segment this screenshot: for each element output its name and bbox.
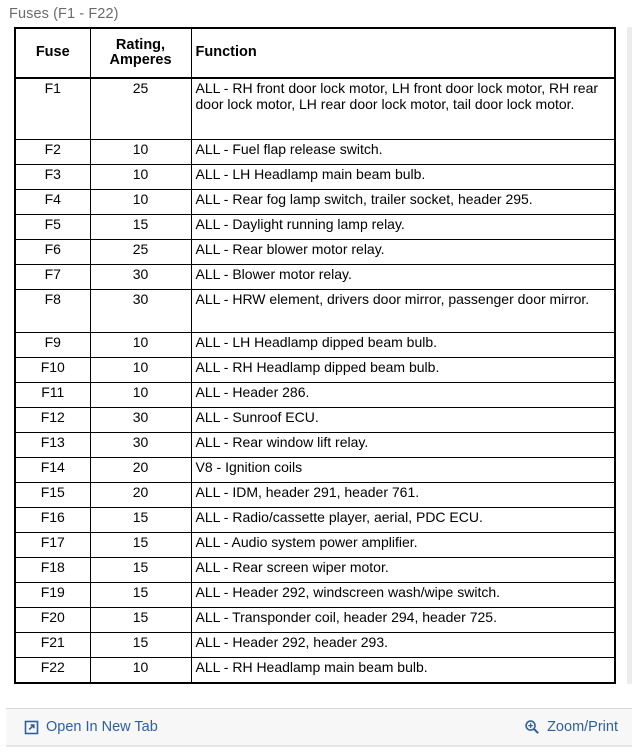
cell-fuse: F8	[15, 290, 90, 333]
cell-function: ALL - Blower motor relay.	[191, 265, 615, 290]
rating-header-line2: Amperes	[109, 52, 172, 68]
cell-fuse: F21	[15, 633, 90, 658]
cell-fuse: F3	[15, 165, 90, 190]
table-row	[15, 508, 615, 533]
cell-rating: 15	[90, 533, 191, 558]
cell-fuse: F18	[15, 558, 90, 583]
cell-rating: 10	[90, 333, 191, 358]
rating-header-line1: Rating,	[115, 36, 166, 53]
cell-fuse: F7	[15, 265, 90, 290]
zoom-print-label: Zoom/Print	[547, 719, 618, 735]
cell-function: ALL - HRW element, drivers door mirror, passenger door mirror.	[191, 290, 615, 333]
table-row	[15, 383, 615, 408]
cell-fuse: F20	[15, 608, 90, 633]
cell-function: ALL - Audio system power amplifier.	[191, 533, 615, 558]
cell-rating: 15	[90, 508, 191, 533]
open-in-new-tab-label: Open In New Tab	[46, 719, 158, 735]
table-row	[15, 558, 615, 583]
table-row	[15, 358, 615, 383]
cell-function: ALL - IDM, header 291, header 761.	[191, 483, 615, 508]
table-row	[15, 140, 615, 165]
cell-fuse: F16	[15, 508, 90, 533]
cell-rating: 20	[90, 483, 191, 508]
cell-function: ALL - Rear blower motor relay.	[191, 240, 615, 265]
cell-rating: 10	[90, 358, 191, 383]
fuse-table	[14, 27, 616, 684]
cell-rating: 10	[90, 190, 191, 215]
cell-rating: 15	[90, 558, 191, 583]
table-header-row	[15, 28, 615, 78]
table-row	[15, 165, 615, 190]
table-row	[15, 533, 615, 558]
cell-rating: 30	[90, 433, 191, 458]
cell-rating: 30	[90, 290, 191, 333]
cell-rating: 30	[90, 265, 191, 290]
table-row	[15, 333, 615, 358]
table-row	[15, 583, 615, 608]
cell-fuse: F12	[15, 408, 90, 433]
cell-fuse: F1	[15, 78, 90, 140]
cell-function: ALL - RH Headlamp dipped beam bulb.	[191, 358, 615, 383]
cell-fuse: F10	[15, 358, 90, 383]
table-row	[15, 633, 615, 658]
fuse-table-body	[15, 78, 615, 683]
cell-rating: 10	[90, 658, 191, 684]
table-row	[15, 483, 615, 508]
external-link-icon	[24, 720, 39, 735]
cell-rating: 15	[90, 583, 191, 608]
cell-rating: 10	[90, 140, 191, 165]
table-row	[15, 78, 615, 140]
cell-function: ALL - LH Headlamp main beam bulb.	[191, 165, 615, 190]
cell-function: ALL - Header 292, header 293.	[191, 633, 615, 658]
zoom-print-link[interactable]	[524, 719, 618, 735]
table-row	[15, 240, 615, 265]
cell-fuse: F13	[15, 433, 90, 458]
cell-fuse: F9	[15, 333, 90, 358]
fuse-table-image	[6, 27, 632, 684]
open-in-new-tab-link[interactable]	[24, 719, 158, 735]
cell-function: ALL - RH Headlamp main beam bulb.	[191, 658, 615, 684]
cell-function: ALL - Rear window lift relay.	[191, 433, 615, 458]
cell-function: ALL - Header 286.	[191, 383, 615, 408]
cell-fuse: F5	[15, 215, 90, 240]
table-row	[15, 658, 615, 684]
cell-rating: 15	[90, 633, 191, 658]
table-row	[15, 190, 615, 215]
cell-rating: 10	[90, 165, 191, 190]
cell-rating: 10	[90, 383, 191, 408]
table-row	[15, 608, 615, 633]
column-header-rating	[90, 28, 191, 78]
cell-function: ALL - Sunroof ECU.	[191, 408, 615, 433]
table-row	[15, 215, 615, 240]
cell-function: ALL - Rear screen wiper motor.	[191, 558, 615, 583]
column-header-function: Function	[191, 28, 615, 78]
cell-function: ALL - Rear fog lamp switch, trailer socket, header 295.	[191, 190, 615, 215]
table-row	[15, 408, 615, 433]
table-row	[15, 265, 615, 290]
cell-rating: 15	[90, 608, 191, 633]
cell-fuse: F14	[15, 458, 90, 483]
table-row	[15, 290, 615, 333]
cell-function: ALL - Header 292, windscreen wash/wipe switch.	[191, 583, 615, 608]
cell-function: ALL - LH Headlamp dipped beam bulb.	[191, 333, 615, 358]
cell-function: ALL - Fuel flap release switch.	[191, 140, 615, 165]
figure-footer-bar	[6, 708, 632, 746]
cell-fuse: F22	[15, 658, 90, 684]
cell-rating: 15	[90, 215, 191, 240]
figure-container	[6, 27, 632, 684]
cell-rating: 20	[90, 458, 191, 483]
cell-fuse: F2	[15, 140, 90, 165]
column-header-fuse: Fuse	[15, 28, 90, 78]
table-row	[15, 433, 615, 458]
cell-function: ALL - RH front door lock motor, LH front door lock motor, RH rear door lock motor, LH rear door lock motor, tail door lock motor.	[191, 78, 615, 140]
cell-fuse: F6	[15, 240, 90, 265]
magnifier-plus-icon	[524, 719, 540, 735]
cell-function: ALL - Daylight running lamp relay.	[191, 215, 615, 240]
cell-fuse: F4	[15, 190, 90, 215]
cell-function: V8 - Ignition coils	[191, 458, 615, 483]
cell-function: ALL - Radio/cassette player, aerial, PDC ECU.	[191, 508, 615, 533]
cell-fuse: F17	[15, 533, 90, 558]
cell-fuse: F11	[15, 383, 90, 408]
cell-function: ALL - Transponder coil, header 294, header 725.	[191, 608, 615, 633]
table-row	[15, 458, 615, 483]
cell-rating: 25	[90, 240, 191, 265]
cell-rating: 30	[90, 408, 191, 433]
cell-fuse: F19	[15, 583, 90, 608]
page-title: Fuses (F1 - F22)	[9, 6, 119, 22]
cell-fuse: F15	[15, 483, 90, 508]
cell-rating: 25	[90, 78, 191, 140]
